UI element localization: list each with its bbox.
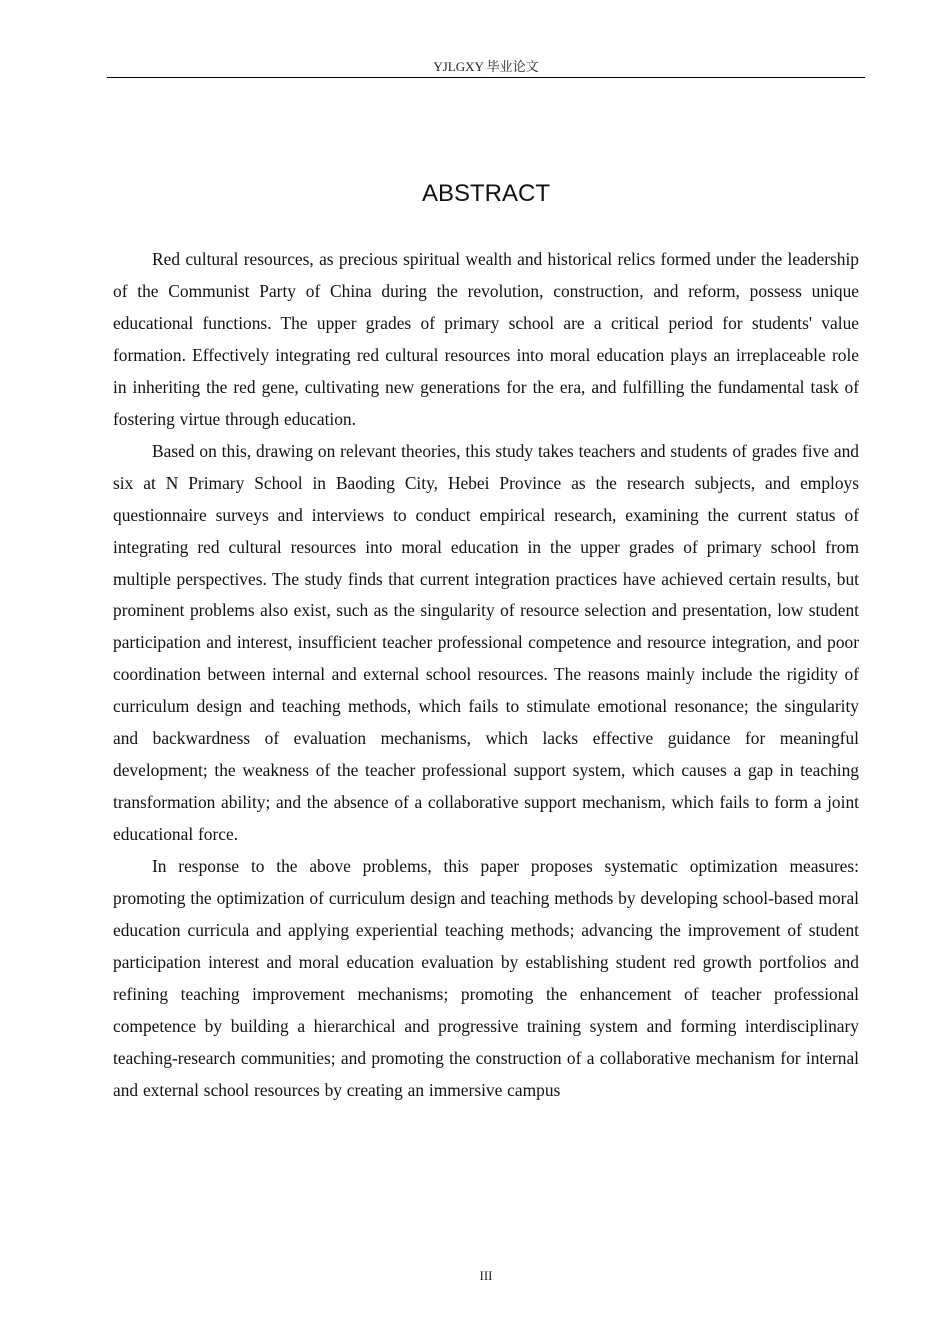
running-header: YJLGXY 毕业论文: [107, 58, 865, 78]
page-number: III: [479, 1268, 493, 1283]
abstract-paragraph-1: Red cultural resources, as precious spiritual wealth and historical relics formed under the leadership of the Communist Party of China during the revolution, construction, and reform, possess unique educational functions. The upper grades of primary school are a critical period for students' value formation. Effectively integrating red cultural resources into moral education plays an irreplaceable role in inheriting the red gene, cultivating new generations for the era, and fulfilling the fundamental task of fostering virtue through education.: [113, 249, 859, 429]
abstract-paragraph-3: In response to the above problems, this paper proposes systematic optimization measures: promoting the optimization of curriculum design and teaching methods by developing school-based moral education curricula and applying experiential teaching methods; advancing the improvement of student participation interest and moral education evaluation by establishing student red growth portfolios and refining teaching improvement mechanisms; promoting the enhancement of teacher professional competence by building a hierarchical and progressive training system and forming interdisciplinary teaching-research communities; and promoting the construction of a collaborative mechanism for internal and external school resources by creating an immersive campus: [113, 856, 859, 1100]
abstract-title: ABSTRACT: [421, 180, 550, 207]
abstract-body: [113, 244, 859, 1107]
abstract-paragraph-2: Based on this, drawing on relevant theories, this study takes teachers and students of grades five and six at N Primary School in Baoding City, Hebei Province as the research subjects, and employs questionnaire surveys and interviews to conduct empirical research, examining the current status of integrating red cultural resources into moral education in the upper grades of primary school from multiple perspectives. The study finds that current integration practices have achieved certain results, but prominent problems also exist, such as the singularity of resource selection and presentation, low student participation and interest, insufficient teacher professional competence and resource integration, and poor coordination between internal and external school resources. The reasons mainly include the rigidity of curriculum design and teaching methods, which fails to stimulate emotional resonance; the singularity and backwardness of evaluation mechanisms, which lacks effective guidance for meaningful development; the weakness of the teacher professional support system, which causes a gap in teaching transformation ability; and the absence of a collaborative support mechanism, which fails to form a joint educational force.: [113, 440, 859, 845]
